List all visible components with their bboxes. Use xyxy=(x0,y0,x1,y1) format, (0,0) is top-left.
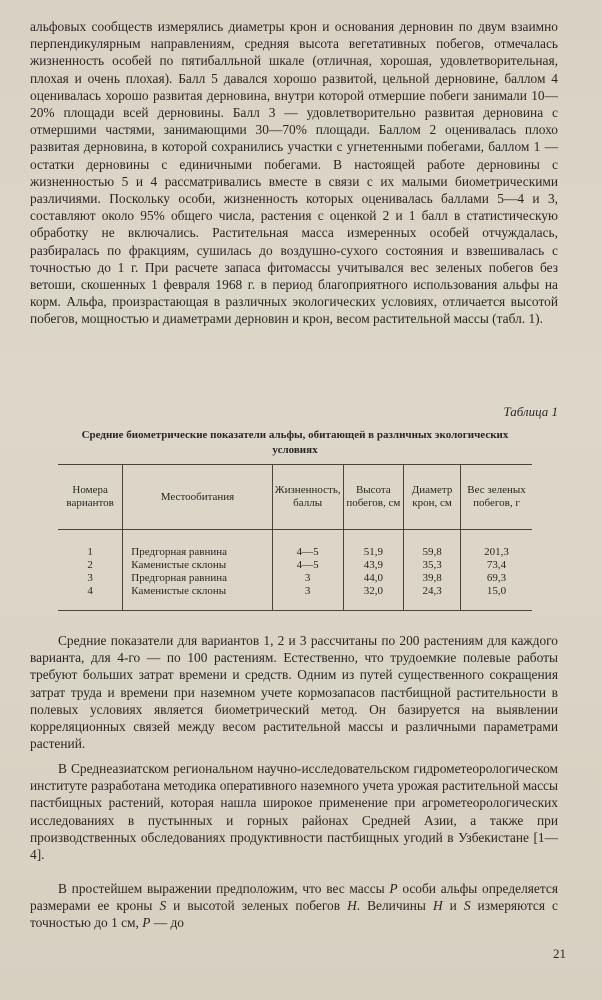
cell-variant: 4 xyxy=(87,585,93,597)
variable-p: P xyxy=(142,915,151,931)
paragraph-methods: альфовых сообществ измерялись диаметры крон и основания дерновин по двум взаимно перпендикулярным направлениям, средняя высота вегетативных побегов, отмечалась жизненность особей по пятибалльной шкале (отличная, хорошая, удовлетворительная, плохая и очень плохая). Балл 5 давался хорошо развитой, цельной дерновине, баллом 4 оценивалась хорошо развитая дерновина, внутри которой отмершие побеги занимали 10—20% площади всей дерновины. Балл 3 — удовлетворительно развитая дерновина с отмершими частями, занимающими 30—70% площади. Баллом 2 оценивалась плохо развитая дерновина, в которой сохранились участки с угнетенными побегами, баллом 1 — остатки дерновины с единичными побегами. В настоящей работе дерновины с жизненностью 5 и 4 рассматривались вместе в связи с их малыми биометрическими различиями. Поскольку особи, жизненность которых оценивалась баллами 5—4 и 3, составляют около 95% общего числа, растения с оценкой 2 и 1 балл в статистическую обработку не включались. Растительная масса измеренных особей отчуждалась, разбиралась по фракциям, сушилась до воздушно-сухого состояния и взвешивалась с точностью до 1 г. При расчете запаса фитомассы учитывался вес зеленых побегов без ветоши, скошенных 1 февраля 1968 г. в период благоприятного использования альфы на корм. Альфа, произрастающая в различных экологических условиях, отличается высотой побегов, мощностью и диаметрами дерновин и крон, весом растительной массы (табл. 1). xyxy=(30,19,558,327)
cell-diameter: 24,3 xyxy=(404,585,461,611)
paragraph-institute: В Среднеазиатском региональном научно-исследовательском гидрометеорологическом институте разработана методика оперативного наземного учета урожая растительной массы пастбищных растений, которая нашла широкое применение при агрометеорологических исследованиях в пустынных и горных районах Средней Азии, а также при производственных обследованиях продуктивности пастбищных угодий в Узбекистане [1—4]. xyxy=(30,761,558,863)
cell-diameter: 39,8 xyxy=(404,572,461,585)
header-weight: Вес зеленых побегов, г xyxy=(461,465,532,530)
text-run: измеряются с точностью до 1 см, xyxy=(30,898,558,931)
cell-weight: 201,3 xyxy=(461,530,532,560)
cell-vitality: 4—5 xyxy=(272,530,343,560)
header-vitality: Жизненность, баллы xyxy=(272,465,343,530)
cell-habitat: Предгорная равнина xyxy=(123,572,272,585)
cell-variant: 2 xyxy=(87,559,93,571)
cell-diameter: 59,8 xyxy=(404,530,461,560)
cell-vitality: 3 xyxy=(272,572,343,585)
text-run: особи альфы определяется размерами ее кроны xyxy=(30,881,558,914)
cell-height: 43,9 xyxy=(343,559,404,572)
variable-s: S xyxy=(159,898,167,914)
table-header-row xyxy=(58,465,532,530)
cell-weight: 73,4 xyxy=(461,559,532,572)
cell-vitality: 3 xyxy=(272,585,343,611)
cell-height: 51,9 xyxy=(343,530,404,560)
biometric-table xyxy=(58,464,532,611)
cell-vitality: 4—5 xyxy=(272,559,343,572)
text-run: В простейшем выражении предположим, что вес массы xyxy=(58,881,390,896)
cell-habitat: Каменистые склоны xyxy=(123,585,272,611)
cell-weight: 15,0 xyxy=(461,585,532,611)
header-variant: Номера вариантов xyxy=(58,465,123,530)
text-run: — до xyxy=(150,915,185,931)
paragraph-averages: Средние показатели для вариантов 1, 2 и 3 рассчитаны по 200 растениям для каждого варианта, для 4-го — по 100 растениям. Естественно, что трудоемкие полевые работы требуют больших затрат времени и средств. Одним из путей существенного сокращения затрат труда и времени при наземном учете кормозапасов пастбищной растительности в полевых условиях является биометрический метод. Он базируется на выявлении корреляционных связей между весом растительной массы и различными параметрами растений. xyxy=(30,633,558,752)
header-height: Высота побегов, см xyxy=(343,465,404,530)
text-run: и xyxy=(442,898,464,914)
header-habitat: Местообитания xyxy=(123,465,272,530)
cell-habitat: Предгорная равнина xyxy=(123,530,272,560)
variable-h: H xyxy=(347,898,357,914)
cell-variant: 1 xyxy=(87,546,93,558)
header-diameter: Диаметр крон, см xyxy=(404,465,461,530)
cell-diameter: 35,3 xyxy=(404,559,461,572)
text-run: . Величины xyxy=(356,898,433,914)
text-run: и высотой зеленых побегов xyxy=(166,898,348,914)
cell-height: 44,0 xyxy=(343,572,404,585)
table-row xyxy=(58,572,532,585)
table-row xyxy=(58,559,532,572)
cell-habitat: Каменистые склоны xyxy=(123,559,272,572)
variable-h: H xyxy=(432,898,443,914)
paragraph-formula-intro xyxy=(30,880,558,932)
variable-s: S xyxy=(463,898,471,914)
cell-height: 32,0 xyxy=(343,585,404,611)
page-number: 21 xyxy=(553,946,566,961)
table-title: Средние биометрические показатели альфы, обитающей в различных экологических условиях xyxy=(81,429,509,456)
table-row xyxy=(58,530,532,560)
variable-p: P xyxy=(389,881,398,896)
cell-variant: 3 xyxy=(87,572,93,584)
cell-weight: 69,3 xyxy=(461,572,532,585)
table-row xyxy=(58,585,532,611)
table-label: Таблица 1 xyxy=(503,404,558,419)
